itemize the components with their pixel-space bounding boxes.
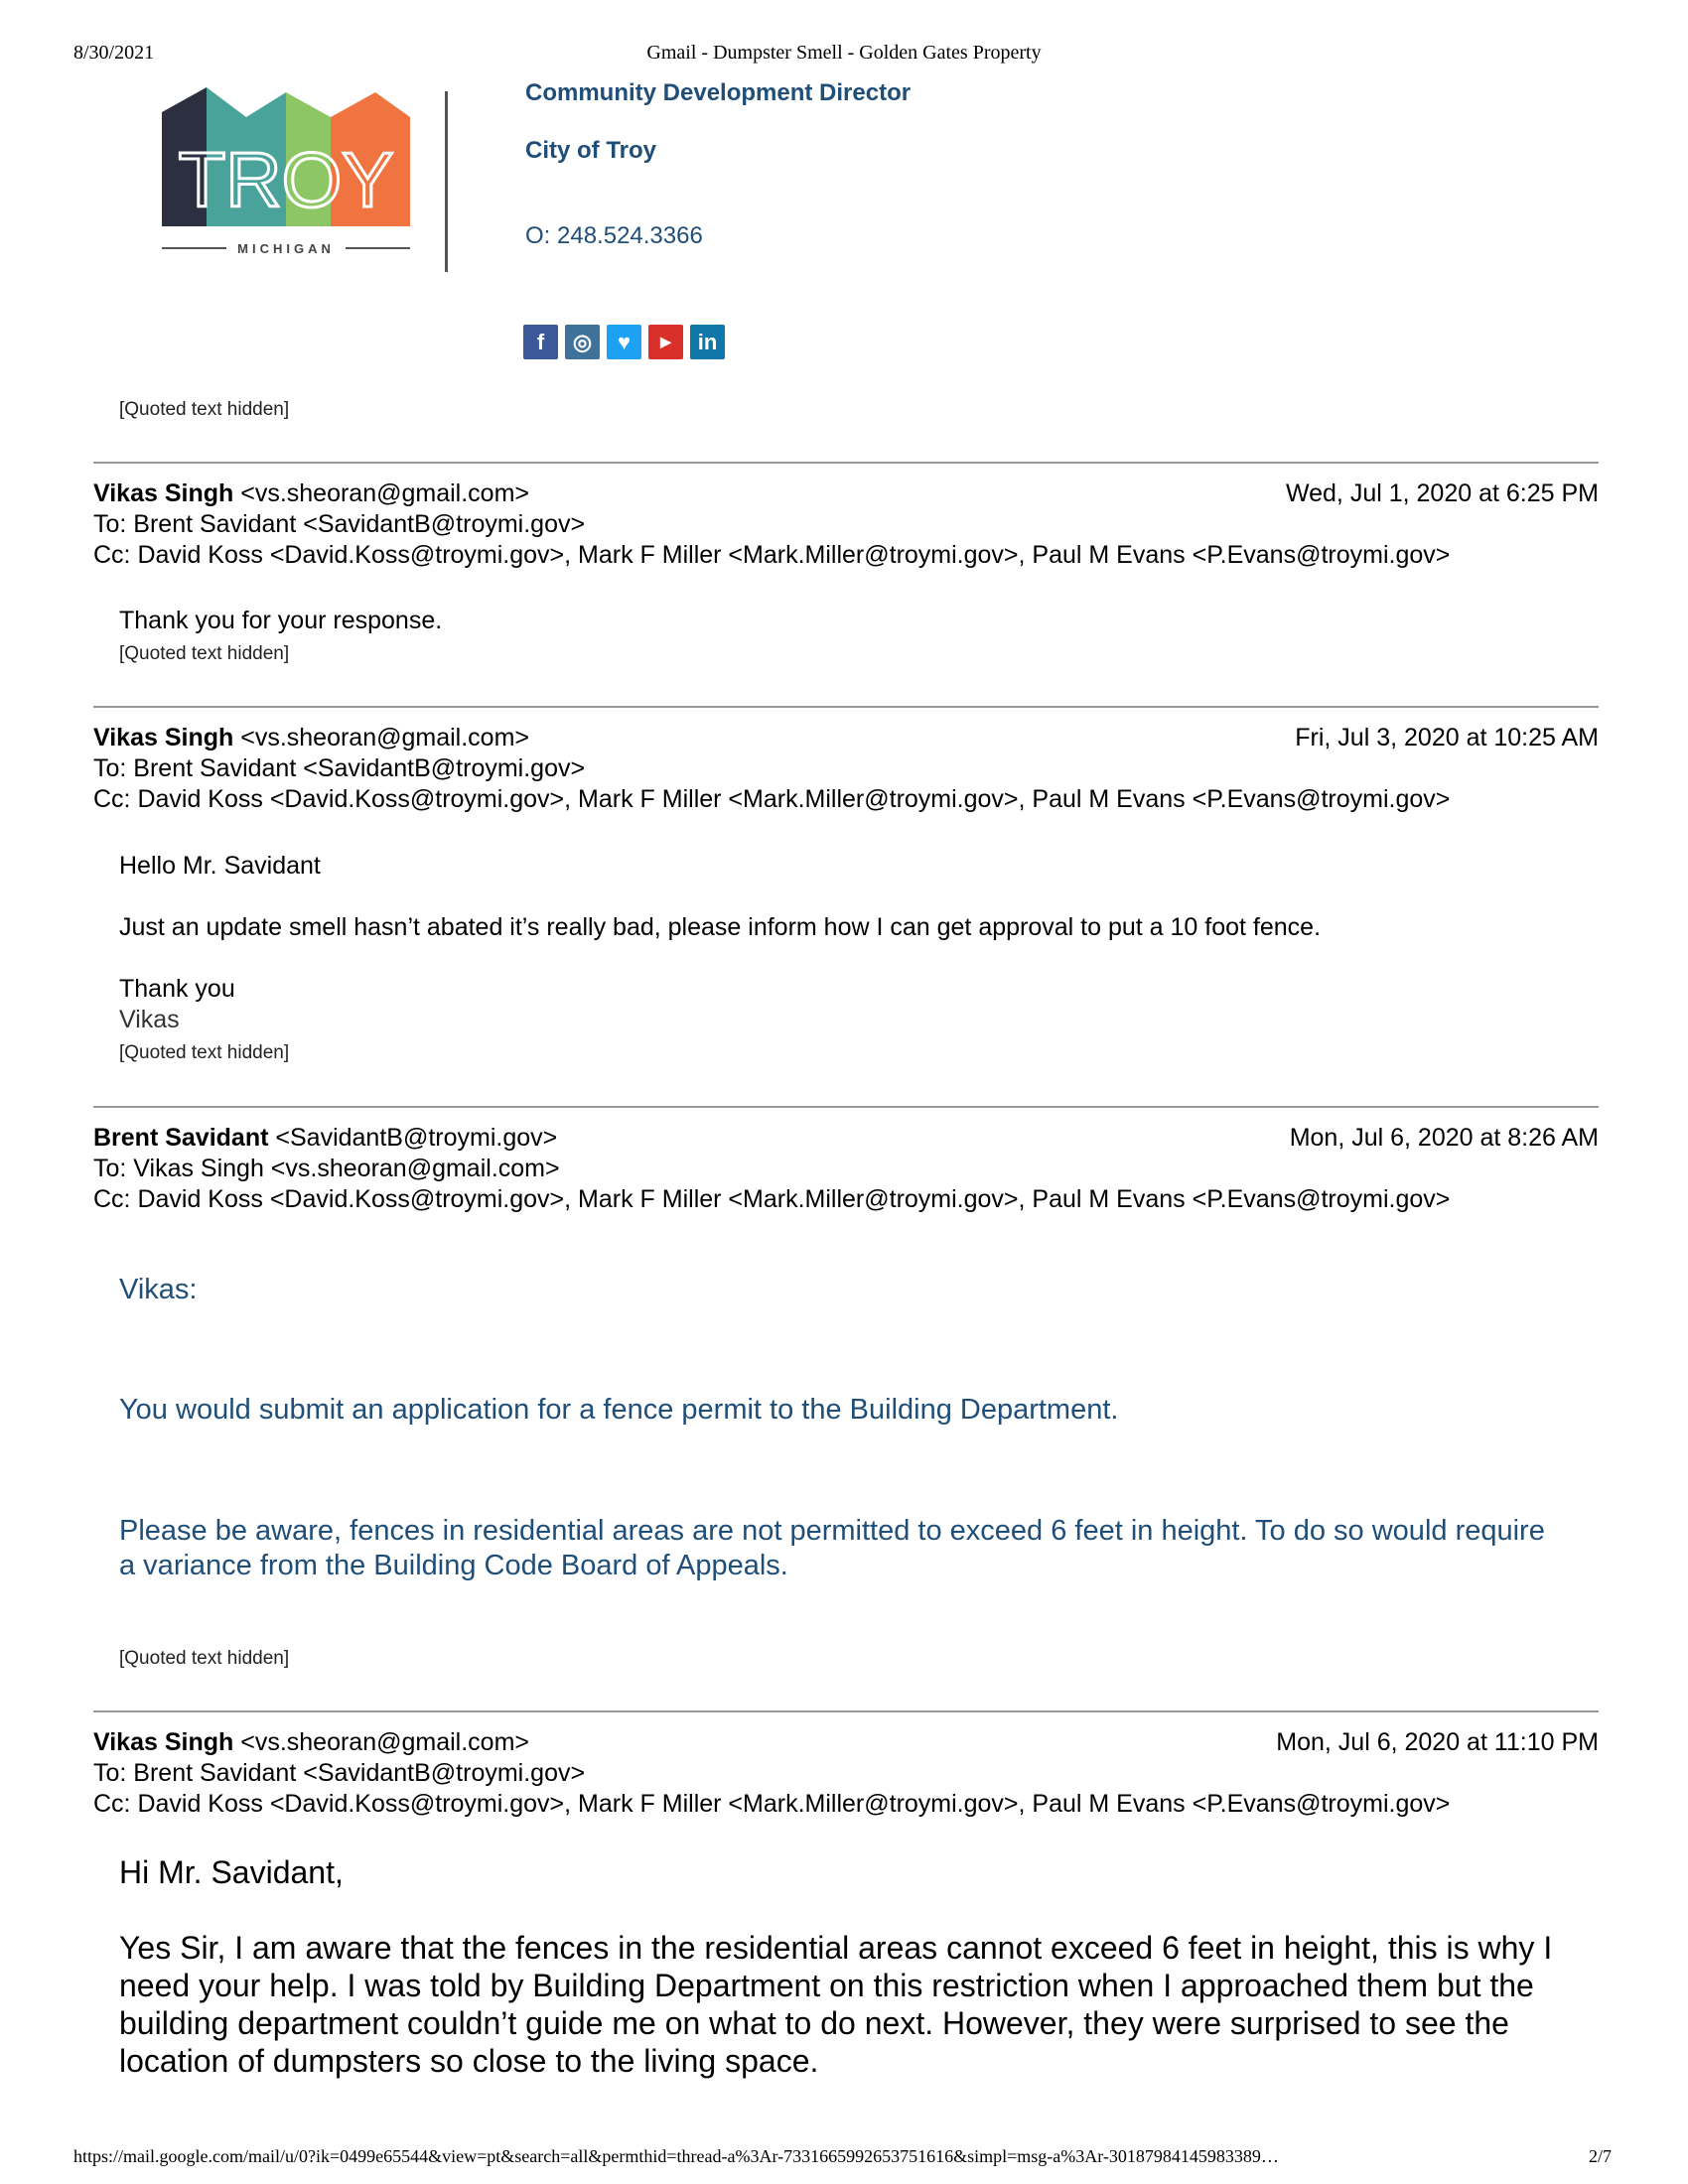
sender-name: Vikas Singh [93, 724, 234, 751]
message-date: Wed, Jul 1, 2020 at 6:25 PM [1285, 479, 1599, 507]
cc-line: Cc: David Koss <David.Koss@troymi.gov>, Mark F Miller <Mark.Miller@troymi.gov>, Paul M Evans <P.Evans@troymi.gov> [93, 1790, 1451, 1818]
youtube-icon[interactable]: ▶ [648, 325, 683, 359]
message-header [93, 723, 1599, 815]
message-body-text: Please be aware, fences in residential areas are not permitted to exceed 6 feet in height. To do so would require a variance from the Building Code Board of Appeals. [119, 1515, 1545, 1581]
message-body-text: Hello Mr. Savidant [119, 852, 321, 880]
message-header [93, 1727, 1599, 1820]
message-body-text: Yes Sir, I am aware that the fences in the residential areas cannot exceed 6 feet in height, this is why I need your help. I was told by Building Department on this restriction when I approached them but the building department couldn’t guide me on what to do next. However, they were surprised to see the location of dumpsters so close to the living space. [119, 1930, 1553, 2079]
quoted-text-hidden[interactable]: [Quoted text hidden] [119, 643, 290, 664]
message-header [93, 1123, 1599, 1215]
message-body-text: Thank you [119, 975, 235, 1003]
social-icons [523, 325, 725, 359]
svg-text:TROY: TROY [178, 136, 394, 223]
message-body-text: You would submit an application for a fence permit to the Building Department. [119, 1394, 1119, 1426]
signature-title: Community Development Director [525, 79, 912, 106]
to-line: To: Brent Savidant <SavidantB@troymi.gov> [93, 510, 586, 538]
message-body-text: Hi Mr. Savidant, [119, 1854, 344, 1890]
cc-line: Cc: David Koss <David.Koss@troymi.gov>, Mark F Miller <Mark.Miller@troymi.gov>, Paul M Evans <P.Evans@troymi.gov> [93, 1185, 1451, 1213]
quoted-text-hidden[interactable]: [Quoted text hidden] [119, 1042, 290, 1063]
signature-divider [445, 91, 448, 272]
sender-name: Vikas Singh [93, 1728, 234, 1756]
message-divider [93, 1106, 1599, 1108]
to-line: To: Vikas Singh <vs.sheoran@gmail.com> [93, 1155, 560, 1182]
message-body-text: Vikas: [119, 1274, 198, 1305]
message-body-text: Just an update smell hasn’t abated it’s really bad, please inform how I can get approval to put a 10 foot fence. [119, 913, 1322, 941]
troy-michigan-logo [157, 87, 415, 261]
sender-name: Brent Savidant [93, 1124, 269, 1152]
quoted-text-hidden[interactable]: [Quoted text hidden] [119, 399, 290, 420]
sender-email: <vs.sheoran@gmail.com> [240, 1728, 530, 1756]
print-page-number: 2/7 [1589, 2146, 1613, 2166]
cc-line: Cc: David Koss <David.Koss@troymi.gov>, Mark F Miller <Mark.Miller@troymi.gov>, Paul M Evans <P.Evans@troymi.gov> [93, 785, 1451, 813]
message-divider [93, 706, 1599, 708]
message-signoff: Vikas [119, 1006, 180, 1033]
sender-email: <SavidantB@troymi.gov> [275, 1124, 558, 1152]
quoted-text-hidden[interactable]: [Quoted text hidden] [119, 1648, 290, 1669]
message-date: Fri, Jul 3, 2020 at 10:25 AM [1295, 724, 1599, 751]
twitter-icon[interactable]: ♥ [607, 325, 641, 359]
sender-name: Vikas Singh [93, 479, 234, 507]
instagram-icon[interactable]: ◎ [565, 325, 600, 359]
print-date: 8/30/2021 [73, 42, 155, 64]
signature-org: City of Troy [525, 137, 657, 164]
sender-email: <vs.sheoran@gmail.com> [240, 479, 530, 507]
facebook-icon[interactable]: f [523, 325, 558, 359]
linkedin-icon[interactable]: in [690, 325, 725, 359]
cc-line: Cc: David Koss <David.Koss@troymi.gov>, Mark F Miller <Mark.Miller@troymi.gov>, Paul M Evans <P.Evans@troymi.gov> [93, 541, 1451, 569]
message-date: Mon, Jul 6, 2020 at 11:10 PM [1276, 1728, 1599, 1756]
message-divider [93, 1710, 1599, 1712]
to-line: To: Brent Savidant <SavidantB@troymi.gov> [93, 1759, 586, 1787]
message-date: Mon, Jul 6, 2020 at 8:26 AM [1289, 1124, 1599, 1152]
signature-phone: O: 248.524.3366 [525, 222, 703, 249]
sender-email: <vs.sheoran@gmail.com> [240, 724, 530, 751]
print-url: https://mail.google.com/mail/u/0?ik=0499e65544&view=pt&search=all&permthid=thread-a%3Ar-7331665992653751616&simpl=msg-a%3Ar-30187984145983389… [73, 2146, 1279, 2166]
svg-text:MICHIGAN: MICHIGAN [237, 241, 335, 256]
print-title: Gmail - Dumpster Smell - Golden Gates Property [646, 42, 1042, 64]
message-body-text: Thank you for your response. [119, 607, 443, 634]
to-line: To: Brent Savidant <SavidantB@troymi.gov> [93, 754, 586, 782]
message-divider [93, 462, 1599, 464]
message-header [93, 478, 1599, 571]
